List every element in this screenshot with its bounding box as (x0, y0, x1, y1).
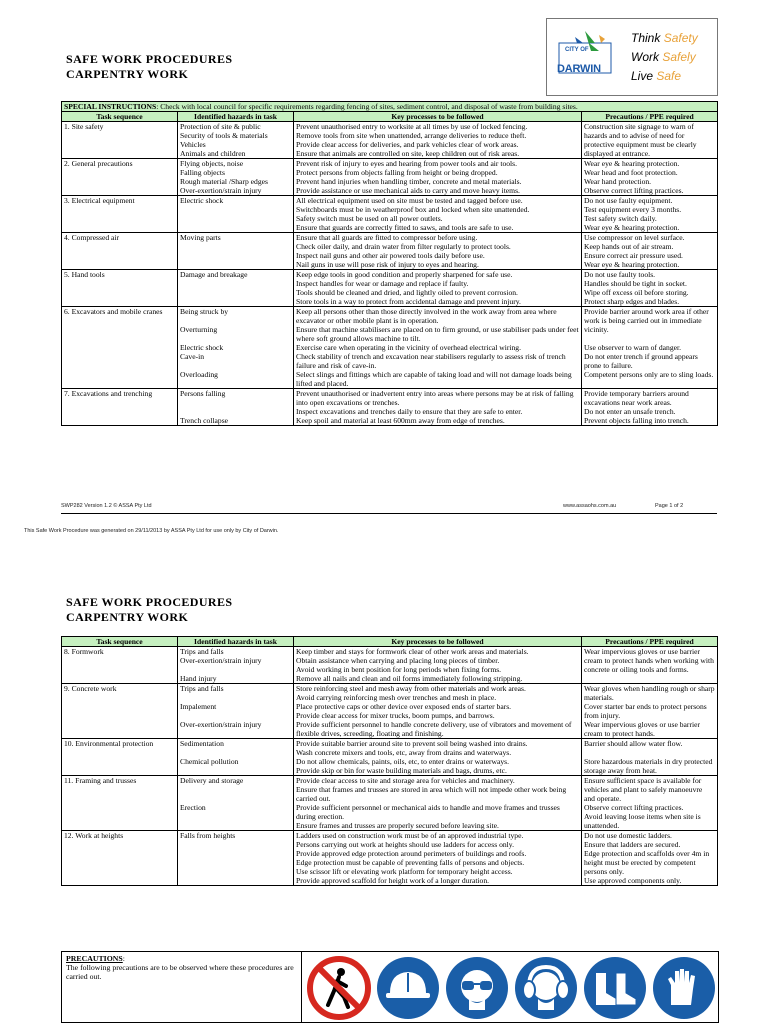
table-row (62, 159, 718, 196)
hazards-line: Over-exertion/strain injury (180, 720, 262, 729)
hazards-cell (178, 776, 294, 831)
page-title-line-2: CARPENTRY WORK (66, 67, 189, 81)
task-label: 7. Excavations and trenching (64, 389, 153, 398)
ppe-line: Wear impervious gloves or use barrier cream to protect hands when working with concrete or oiling tools and forms. (584, 647, 714, 674)
hazards-line: Impalement (180, 702, 217, 711)
hazards-line: Being struck by (180, 307, 229, 316)
precautions-description: The following precautions are to be observed where these procedures are carried out. (66, 963, 294, 981)
hazards-line (180, 794, 291, 803)
safety-boots-icon (582, 955, 648, 1021)
hazards-line: Sedimentation (180, 739, 224, 748)
processes-line: Provide skip or bin for waste building materials and bags, drums, etc. (296, 766, 507, 775)
processes-line: Provide clear access to site and storage area for vehicles and machinery. (296, 776, 515, 785)
ppe-line: Ensure correct air pressure used. (584, 251, 683, 260)
special-instructions: SPECIAL INSTRUCTIONS: Check with local council for specific requirements regarding fencing of sites, sediment control, and disposal of waste from building sites. (62, 102, 718, 112)
column-header-hazards: Identified hazards in task (178, 637, 294, 647)
column-header-ppe: Precautions / PPE required (582, 637, 718, 647)
tagline-live-safe: Live Safe (631, 69, 682, 83)
ppe-cell (582, 776, 718, 831)
ppe-line: Edge protection and scaffolds over 4m in height must be erected by competent persons only. (584, 849, 710, 876)
ppe-cell (582, 122, 718, 159)
processes-cell (294, 389, 582, 426)
processes-line: Obtain assistance when carrying and placing long pieces of timber. (296, 656, 500, 665)
task-sequence-cell (62, 831, 178, 886)
task-label: 10. Environmental protection (64, 739, 154, 748)
task-sequence-cell (62, 389, 178, 426)
task-sequence-cell (62, 122, 178, 159)
hazards-cell (178, 270, 294, 307)
no-pedestrian-access-icon (306, 955, 372, 1021)
hazards-cell (178, 684, 294, 739)
ppe-line (584, 748, 715, 757)
hazards-cell (178, 122, 294, 159)
processes-line: Remove tools from site when unattended, arrange deliveries to reduce theft. (296, 131, 527, 140)
task-label: 8. Formwork (64, 647, 104, 656)
processes-line: Check oiler daily, and drain water from filter regularly to protect tools. (296, 242, 511, 251)
hazards-line: Electric shock (180, 343, 224, 352)
hazards-line: Flying objects, noise (180, 159, 244, 168)
hazards-line: Falls from heights (180, 831, 236, 840)
table-row (62, 122, 718, 159)
processes-line: Safety switch must be used on all power outlets. (296, 214, 443, 223)
hazards-line (180, 665, 291, 674)
processes-cell (294, 831, 582, 886)
processes-line: Protect persons from objects falling from height or being dropped. (296, 168, 498, 177)
processes-line: Wash concrete mixers and tools, etc, away from drains and waterways. (296, 748, 512, 757)
task-label: 2. General precautions (64, 159, 133, 168)
ppe-line: Competent persons only are to sling loads. (584, 370, 714, 379)
hazards-line: Rough material /Sharp edges (180, 177, 268, 186)
processes-line: Inspect nail guns and other air powered tools daily before use. (296, 251, 485, 260)
hazards-line (180, 398, 291, 407)
ppe-cell (582, 270, 718, 307)
processes-cell (294, 196, 582, 233)
processes-line: Remove all nails and clean and oil forms immediately following stripping. (296, 674, 523, 683)
hazards-line: Delivery and storage (180, 776, 244, 785)
hazards-line: Over-exertion/strain injury (180, 656, 262, 665)
column-header-processes: Key processes to be followed (294, 637, 582, 647)
hazards-line: Animals and children (180, 149, 246, 158)
processes-line: Ladders used on construction work must be of an approved industrial type. (296, 831, 524, 840)
processes-line: All electrical equipment used on site must be tested and tagged before use. (296, 196, 523, 205)
ppe-cell (582, 389, 718, 426)
hazards-line: Electric shock (180, 196, 224, 205)
task-label: 4. Compressed air (64, 233, 120, 242)
task-sequence-cell (62, 776, 178, 831)
hazards-line: Security of tools & materials (180, 131, 268, 140)
ppe-cell (582, 831, 718, 886)
precautions-box (61, 951, 719, 1023)
hazards-line: Damage and breakage (180, 270, 248, 279)
processes-line: Ensure that machine stabilisers are placed on to firm ground, or use stabiliser pads under feet where soft ground allows machine to tilt. (296, 325, 579, 343)
ppe-line: Do not use domestic ladders. (584, 831, 672, 840)
processes-line: Prevent unauthorised or inadvertent entry into areas where persons may be at risk of falling into open excavations or trenches. (296, 389, 574, 407)
ppe-line: Wear eye & hearing protection. (584, 223, 680, 232)
task-sequence-cell (62, 739, 178, 776)
task-label: 1. Site safety (64, 122, 104, 131)
column-header-task: Task sequence (62, 112, 178, 122)
hazards-cell (178, 307, 294, 389)
hazards-line (180, 748, 291, 757)
ppe-line: Do not enter an unsafe trench. (584, 407, 676, 416)
ppe-line: Wear gloves when handling rough or sharp materials. (584, 684, 715, 702)
generated-note: This Safe Work Procedure was generated on 29/11/2013 by ASSA Pty Ltd for use only by City of Darwin. (24, 528, 279, 534)
processes-line: Ensure that frames and trusses are stored in area which will not impede other work being carried out. (296, 785, 567, 803)
task-label: 6. Excavators and mobile cranes (64, 307, 163, 316)
processes-line: Place protective caps or other device over exposed ends of starter bars. (296, 702, 512, 711)
column-header-task: Task sequence (62, 637, 178, 647)
hazards-cell (178, 196, 294, 233)
processes-cell (294, 122, 582, 159)
processes-line: Prevent hand injuries when handling timber, concrete and metal materials. (296, 177, 522, 186)
processes-line: Switchboards must be in weatherproof box and locked when site unattended. (296, 205, 530, 214)
hazards-line: Trench collapse (180, 416, 229, 425)
task-label: 11. Framing and trusses (64, 776, 137, 785)
processes-line: Keep edge tools in good condition and properly sharpened for safe use. (296, 270, 513, 279)
hazards-line: Overloading (180, 370, 218, 379)
ppe-line: Protect sharp edges and blades. (584, 297, 680, 306)
hazards-line (180, 711, 291, 720)
processes-cell (294, 647, 582, 684)
footer-divider (61, 513, 717, 514)
processes-line: Use scissor lift or elevating work platform for temporary height access. (296, 867, 513, 876)
ppe-line: Wear eye & hearing protection. (584, 260, 680, 269)
table-row (62, 684, 718, 739)
processes-cell (294, 159, 582, 196)
processes-line: Inspect excavations and trenches daily to ensure that they are safe to enter. (296, 407, 523, 416)
logo-city-text: CITY OF (565, 47, 589, 53)
ppe-line: Observe correct lifting practices. (584, 803, 684, 812)
hazards-cell (178, 389, 294, 426)
task-sequence-cell (62, 270, 178, 307)
hazards-line (180, 361, 291, 370)
ppe-line: Ensure that ladders are secured. (584, 840, 681, 849)
processes-line: Provide sufficient personnel to handle concrete delivery, use of vibrators and movement of flexible drives, screeding, floating and finishing. (296, 720, 572, 738)
ppe-line: Provide barrier around work area if other work is being carried out in immediate vicinity. (584, 307, 709, 334)
processes-line: Provide sufficient personnel or mechanical aids to handle and move frames and trusses during erection. (296, 803, 560, 821)
tagline-think-safety: Think Safety (631, 31, 698, 45)
hazards-line: Trips and falls (180, 647, 224, 656)
processes-line: Provide approved edge protection around perimeters of buildings and roofs. (296, 849, 527, 858)
ppe-line: Do not use faulty tools. (584, 270, 656, 279)
task-sequence-cell (62, 159, 178, 196)
processes-line: Check stability of trench and excavation near stabilisers regularly to assess risk of trench failure and risk of cave-in. (296, 352, 566, 370)
gloves-icon (651, 955, 717, 1021)
ppe-line: Wear hand protection. (584, 177, 652, 186)
processes-line: Ensure that all guards are fitted to compressor before using. (296, 233, 478, 242)
hazards-line: Falling objects (180, 168, 225, 177)
logo-darwin-text: DARWIN (557, 63, 601, 75)
processes-line: Store tools in a way to protect from accidental damage and prevent injury. (296, 297, 521, 306)
hazards-line: Trips and falls (180, 684, 224, 693)
table-row (62, 389, 718, 426)
ppe-line (584, 334, 715, 343)
ppe-line: Wear eye & hearing protection. (584, 159, 680, 168)
hazards-line: Vehicles (180, 140, 206, 149)
processes-line: Keep spoil and material at least 600mm away from edge of trenches. (296, 416, 505, 425)
ppe-cell (582, 159, 718, 196)
hazards-line: Chemical pollution (180, 757, 239, 766)
task-sequence-cell (62, 684, 178, 739)
ppe-line: Cover starter bar ends to protect persons from injury. (584, 702, 707, 720)
ppe-line: Barrier should allow water flow. (584, 739, 683, 748)
ppe-line: Avoid leaving loose items when site is unattended. (584, 812, 701, 830)
ppe-line: Ensure sufficient space is available for vehicles and plant to safely manoeuvre and operate. (584, 776, 703, 803)
table-row (62, 776, 718, 831)
task-label: 5. Hand tools (64, 270, 105, 279)
ppe-line: Wear impervious gloves or use barrier cream to protect hands. (584, 720, 700, 738)
hazards-line (180, 693, 291, 702)
hard-hat-icon (375, 955, 441, 1021)
column-header-processes: Key processes to be followed (294, 112, 582, 122)
processes-line: Ensure frames and trusses are properly secured before leaving site. (296, 821, 499, 830)
hazards-line (180, 407, 291, 416)
hazards-line: Protection of site & public (180, 122, 261, 131)
processes-line: Keep all persons other than those directly involved in the work away from area where excavator or other mobile plant is in operation. (296, 307, 557, 325)
hazards-line (180, 316, 291, 325)
table-row (62, 307, 718, 389)
ppe-cell (582, 647, 718, 684)
processes-line: Avoid working in bent position for long periods when fixing forms. (296, 665, 502, 674)
column-header-ppe: Precautions / PPE required (582, 112, 718, 122)
processes-cell (294, 776, 582, 831)
ppe-line: Prevent objects falling into trench. (584, 416, 689, 425)
ppe-line: Use approved components only. (584, 876, 682, 885)
page-2-title-line-1: SAFE WORK PROCEDURES (66, 595, 233, 609)
safe-work-table-page-1 (61, 101, 718, 426)
ppe-line: Construction site signage to warn of hazards and to advise of need for protective equipment must be clearly displayed at entrance. (584, 122, 697, 158)
precautions-text-block: PRECAUTIONS: The following precautions are to be observed where these procedures are carried out. (62, 952, 302, 1022)
task-label: 9. Concrete work (64, 684, 117, 693)
footer-page-number: Page 1 of 2 (655, 503, 684, 509)
ppe-line: Do not use faulty equipment. (584, 196, 673, 205)
ppe-cell (582, 739, 718, 776)
hazards-line: Cave-in (180, 352, 205, 361)
task-sequence-cell (62, 307, 178, 389)
processes-line: Provide assistance or use mechanical aids to carry and move heavy items. (296, 186, 520, 195)
hazards-line: Moving parts (180, 233, 221, 242)
ear-protection-icon (513, 955, 579, 1021)
ppe-line: Provide temporary barriers around excavations near work areas. (584, 389, 689, 407)
processes-line: Keep timber and stays for formwork clear of other work areas and materials. (296, 647, 529, 656)
processes-line: Avoid carrying reinforcing mesh over trenches and mesh in place. (296, 693, 497, 702)
task-label: 12. Work at heights (64, 831, 124, 840)
hazards-line: Overturning (180, 325, 218, 334)
ppe-line: Wipe off excess oil before storing. (584, 288, 689, 297)
hazards-cell (178, 831, 294, 886)
table-row (62, 647, 718, 684)
processes-line: Exercise care when operating in the vicinity of overhead electrical wiring. (296, 343, 521, 352)
task-sequence-cell (62, 233, 178, 270)
safe-work-table-page-2 (61, 636, 718, 886)
hazards-cell (178, 647, 294, 684)
ppe-cell (582, 684, 718, 739)
ppe-line: Keep hands out of air stream. (584, 242, 674, 251)
task-sequence-cell (62, 196, 178, 233)
processes-line: Ensure that animals are controlled on site, keep children out of risk areas. (296, 149, 520, 158)
processes-line: Store reinforcing steel and mesh away from other materials and work areas. (296, 684, 526, 693)
processes-cell (294, 270, 582, 307)
processes-line: Edge protection must be capable of preventing falls of persons and objects. (296, 858, 525, 867)
ppe-line: Use compressor on level surface. (584, 233, 685, 242)
darwin-crest-icon (555, 29, 617, 85)
ppe-line: Test equipment every 3 months. (584, 205, 682, 214)
hazards-line: Persons falling (180, 389, 226, 398)
page-2-title-line-2: CARPENTRY WORK (66, 610, 189, 624)
hazards-line: Hand injury (180, 674, 217, 683)
processes-line: Provide suitable barrier around site to prevent soil being washed into drains. (296, 739, 528, 748)
ppe-line: Use observer to warn of danger. (584, 343, 681, 352)
table-row (62, 196, 718, 233)
column-header-hazards: Identified hazards in task (178, 112, 294, 122)
processes-line: Select slings and fittings which are capable of taking load and will not damage loads being lifted and placed. (296, 370, 572, 388)
table-row (62, 270, 718, 307)
footer-version: SWP282 Version 1.2 © ASSA Pty Ltd (61, 503, 152, 509)
processes-cell (294, 739, 582, 776)
processes-line: Nail guns in use will pose risk of injury to eyes and hearing. (296, 260, 479, 269)
processes-cell (294, 233, 582, 270)
ppe-line: Store hazardous materials in dry protected storage away from heat. (584, 757, 713, 775)
ppe-line: Do not enter trench if ground appears prone to failure. (584, 352, 698, 370)
table-row (62, 831, 718, 886)
processes-line: Provide approved scaffold for height work of a longer duration. (296, 876, 490, 885)
hazards-line: Erection (180, 803, 206, 812)
processes-line: Tools should be cleaned and dried, and lightly oiled to prevent corrosion. (296, 288, 518, 297)
processes-line: Provide clear access for mixer trucks, boom pumps, and barrows. (296, 711, 495, 720)
processes-line: Prevent risk of injury to eyes and hearing from power tools and air tools. (296, 159, 518, 168)
ppe-cell (582, 307, 718, 389)
processes-cell (294, 684, 582, 739)
processes-line: Inspect handles for wear or damage and replace if faulty. (296, 279, 469, 288)
processes-line: Do not allow chemicals, paints, oils, etc, to enter drains or waterways. (296, 757, 509, 766)
table-row (62, 233, 718, 270)
city-of-darwin-logo (546, 18, 718, 96)
safety-glasses-icon (444, 955, 510, 1021)
processes-line: Prevent unauthorised entry to worksite at all times by use of locked fencing. (296, 122, 528, 131)
task-label: 3. Electrical equipment (64, 196, 135, 205)
ppe-line: Handles should be tight in socket. (584, 279, 687, 288)
processes-line: Provide clear access for deliveries, and park vehicles clear of work areas. (296, 140, 519, 149)
hazards-cell (178, 233, 294, 270)
table-row (62, 739, 718, 776)
hazards-line: Over-exertion/strain injury (180, 186, 262, 195)
tagline-work-safely: Work Safely (631, 50, 696, 64)
precautions-heading: PRECAUTIONS (66, 954, 123, 963)
ppe-line: Observe correct lifting practices. (584, 186, 684, 195)
processes-cell (294, 307, 582, 389)
processes-line: Ensure that guards are correctly fitted to saws, and tools are safe to use. (296, 223, 514, 232)
ppe-cell (582, 196, 718, 233)
ppe-line: Test safety switch daily. (584, 214, 657, 223)
ppe-cell (582, 233, 718, 270)
hazards-cell (178, 739, 294, 776)
footer-url: www.assaohs.com.au (563, 503, 617, 509)
hazards-line (180, 334, 291, 343)
task-sequence-cell (62, 647, 178, 684)
processes-line: Persons carrying out work at heights should use ladders for access only. (296, 840, 514, 849)
page-title-line-1: SAFE WORK PROCEDURES (66, 52, 233, 66)
hazards-line (180, 785, 291, 794)
hazards-cell (178, 159, 294, 196)
ppe-line: Wear head and foot protection. (584, 168, 678, 177)
